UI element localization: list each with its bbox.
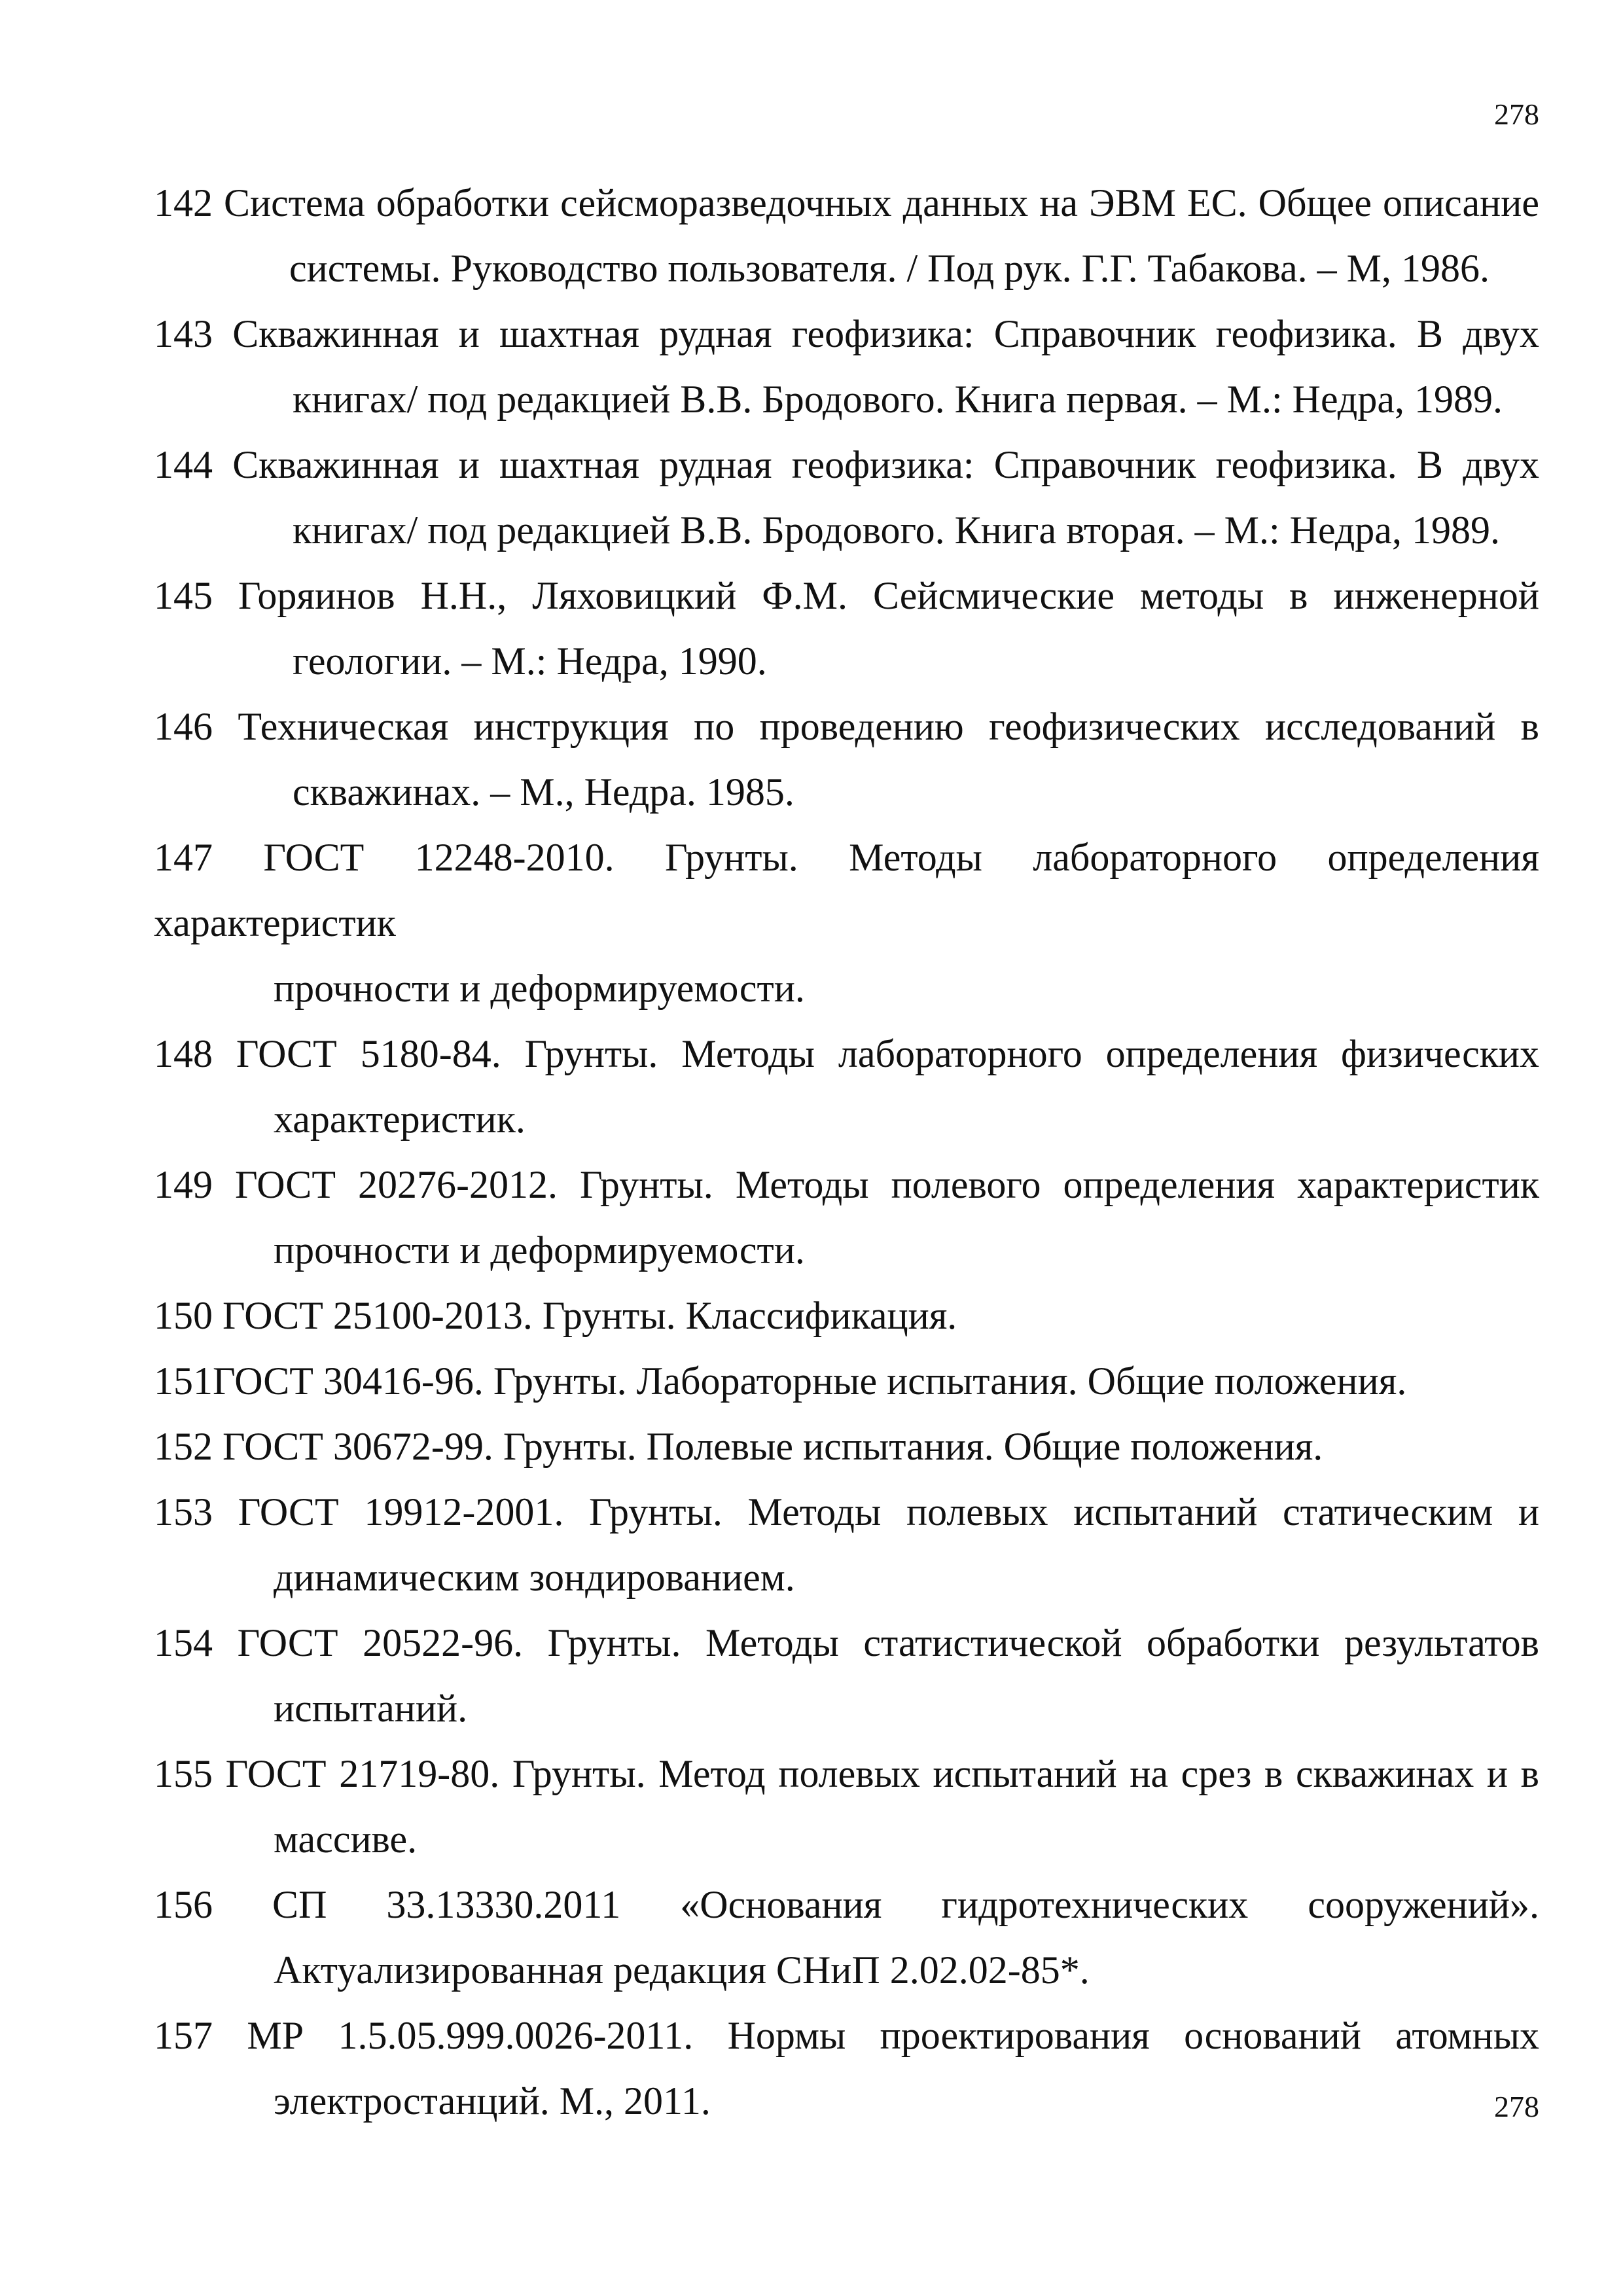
reference-item-151: [154, 1348, 1539, 1414]
reference-line: 153 ГОСТ 19912-2001. Грунты. Методы полевых испытаний статическим и: [154, 1490, 1539, 1534]
reference-item-144: [154, 432, 1539, 563]
reference-item-145: [154, 563, 1539, 694]
reference-item-152: [154, 1414, 1539, 1479]
reference-continuation: Актуализированная редакция СНиП 2.02.02-85*.: [274, 1948, 1090, 1992]
reference-line: 148 ГОСТ 5180-84. Грунты. Методы лабораторного определения физических: [154, 1032, 1539, 1075]
reference-line: 144 Скважинная и шахтная рудная геофизика: Справочник геофизика. В двух: [154, 443, 1539, 486]
reference-line: 155 ГОСТ 21719-80. Грунты. Метод полевых испытаний на срез в скважинах и в: [154, 1752, 1539, 1795]
reference-line: 156 СП 33.13330.2011 «Основания гидротехнических сооружений».: [154, 1883, 1539, 1926]
reference-item-147: [154, 825, 1539, 1021]
reference-item-149: [154, 1152, 1539, 1283]
reference-line: 142 Система обработки сейсморазведочных данных на ЭВМ ЕС. Общее описание: [154, 181, 1539, 224]
reference-item-156: [154, 1872, 1539, 2003]
reference-list: [154, 170, 1539, 2134]
reference-item-142: [154, 170, 1539, 301]
reference-item-155: [154, 1741, 1539, 1872]
reference-continuation: электростанций. М., 2011.: [274, 2079, 711, 2123]
reference-item-154: [154, 1610, 1539, 1741]
reference-line: 145 Горяинов Н.Н., Ляховицкий Ф.М. Сейсмические методы в инженерной: [154, 574, 1539, 617]
reference-continuation: динамическим зондированием.: [274, 1556, 795, 1599]
reference-line: 157 МР 1.5.05.999.0026-2011. Нормы проектирования оснований атомных: [154, 2014, 1539, 2057]
reference-item-143: [154, 301, 1539, 432]
reference-line: 154 ГОСТ 20522-96. Грунты. Методы статистической обработки результатов: [154, 1621, 1539, 1664]
reference-item-146: [154, 694, 1539, 825]
reference-continuation: скважинах. – М., Недра. 1985.: [293, 770, 794, 814]
reference-continuation: геологии. – М.: Недра, 1990.: [293, 639, 767, 683]
reference-line: 147 ГОСТ 12248-2010. Грунты. Методы лабораторного определения характеристик: [154, 836, 1539, 944]
reference-line: 150 ГОСТ 25100-2013. Грунты. Классификация.: [154, 1294, 957, 1337]
reference-item-148: [154, 1021, 1539, 1152]
reference-continuation: характеристик.: [274, 1098, 526, 1141]
reference-continuation: прочности и деформируемости.: [274, 1229, 805, 1272]
reference-continuation: массиве.: [274, 1818, 418, 1861]
reference-line: 143 Скважинная и шахтная рудная геофизика: Справочник геофизика. В двух: [154, 312, 1539, 355]
reference-continuation: книгах/ под редакцией В.В. Бродового. Книга первая. – М.: Недра, 1989.: [293, 378, 1503, 421]
reference-item-153: [154, 1479, 1539, 1610]
reference-line: 152 ГОСТ 30672-99. Грунты. Полевые испытания. Общие положения.: [154, 1425, 1323, 1468]
reference-item-157: [154, 2003, 1539, 2134]
reference-line: 151ГОСТ 30416-96. Грунты. Лабораторные испытания. Общие положения.: [154, 1359, 1407, 1403]
reference-continuation: испытаний.: [274, 1687, 468, 1730]
page-number-top: 278: [1494, 98, 1539, 131]
page-number-bottom: 278: [1494, 2090, 1539, 2123]
reference-item-150: [154, 1283, 1539, 1348]
reference-line: 149 ГОСТ 20276-2012. Грунты. Методы полевого определения характеристик: [154, 1163, 1539, 1206]
reference-continuation: прочности и деформируемости.: [274, 967, 805, 1010]
reference-continuation: книгах/ под редакцией В.В. Бродового. Книга вторая. – М.: Недра, 1989.: [293, 509, 1500, 552]
reference-continuation: системы. Руководство пользователя. / Под рук. Г.Г. Табакова. – М, 1986.: [289, 247, 1490, 290]
reference-line: 146 Техническая инструкция по проведению геофизических исследований в: [154, 705, 1539, 748]
